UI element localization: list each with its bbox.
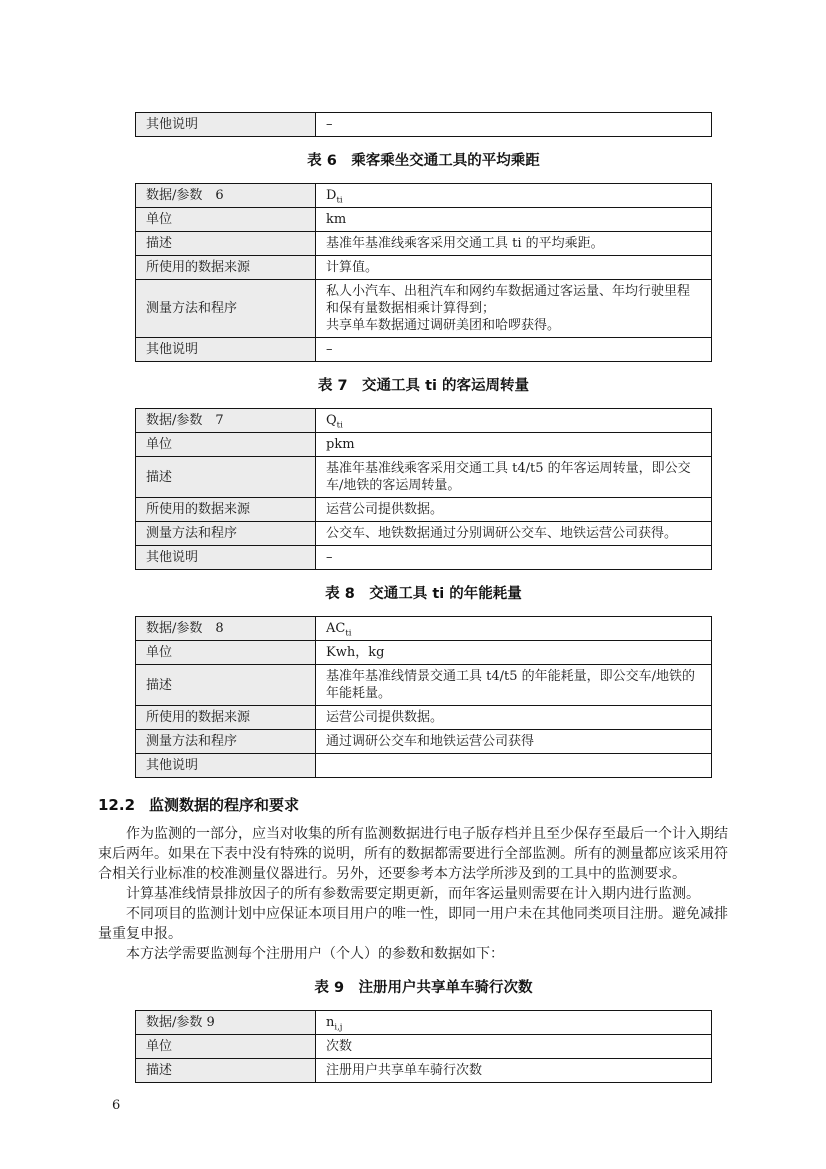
row-value: Kwh，kg [316,641,712,665]
row-label: 其他说明 [136,113,316,137]
table-row [136,498,712,522]
row-label: 描述 [136,1059,316,1083]
table-row [136,546,712,570]
row-label: 其他说明 [136,546,316,570]
table-row [136,113,712,137]
parameter-table-8 [135,616,712,778]
table-row [136,256,712,280]
table-row [136,1059,712,1083]
table-row [136,617,712,641]
row-label: 描述 [136,665,316,706]
table-caption-6: 表 6 乘客乘坐交通工具的平均乘距 [307,153,540,169]
table-caption-7: 表 7 交通工具 ti 的客运周转量 [317,378,530,394]
row-value [316,280,712,338]
row-value [316,1011,712,1035]
row-value [316,184,712,208]
row-value: km [316,208,712,232]
table-row [136,409,712,433]
table-5-remainder [135,112,712,137]
table-row [136,184,712,208]
row-label: 所使用的数据来源 [136,706,316,730]
parameter-table-7 [135,408,712,570]
row-value [316,409,712,433]
row-value: 计算值。 [316,256,712,280]
row-label: 其他说明 [136,338,316,362]
row-value: 通过调研公交车和地铁运营公司获得 [316,730,712,754]
row-value: 运营公司提供数据。 [316,498,712,522]
table-row [136,457,712,498]
row-value: 次数 [316,1035,712,1059]
table-row [136,641,712,665]
row-value: – [316,113,712,137]
parameter-subscript: ti [336,420,343,431]
table-row [136,706,712,730]
row-value: – [316,546,712,570]
value-line: 共享单车数据通过调研美团和哈啰获得。 [326,318,561,333]
table-row [136,1035,712,1059]
paragraph: 作为监测的一部分，应当对收集的所有监测数据进行电子版存档并且至少保存至最后一个计入期结束后两年。如果在下表中没有特殊的说明，所有的数据都需要进行全部监测。所有的测量都应该采用符合相关行业标准的校准测量仪器进行。另外，还要参考本方法学所涉及到的工具中的监测要求。 [98,826,728,882]
row-label: 数据/参数 7 [136,409,316,433]
paragraph: 本方法学需要监测每个注册用户（个人）的参数和数据如下： [126,946,504,962]
row-label: 单位 [136,1035,316,1059]
parameter-symbol: Q [326,413,337,428]
row-value: 运营公司提供数据。 [316,706,712,730]
row-value: 基准年基准线情景交通工具 t4/t5 的年能耗量，即公交车/地铁的年能耗量。 [316,665,712,706]
parameter-symbol: AC [326,621,346,636]
row-value [316,754,712,778]
row-label: 所使用的数据来源 [136,498,316,522]
table-row [136,232,712,256]
row-label: 描述 [136,457,316,498]
parameter-symbol: D [326,188,337,203]
table-row [136,665,712,706]
page-number: 6 [112,1098,121,1113]
table-row [136,522,712,546]
parameter-subscript: ti [336,195,343,206]
row-value [316,617,712,641]
row-label: 单位 [136,641,316,665]
table-row [136,208,712,232]
paragraph: 计算基准线情景排放因子的所有参数需要定期更新，而年客运量则需要在计入期内进行监测。 [126,886,700,902]
table-caption-9: 表 9 注册用户共享单车骑行次数 [314,980,533,996]
table-row [136,1011,712,1035]
table-row [136,433,712,457]
row-value: pkm [316,433,712,457]
row-value: 基准年基准线乘客采用交通工具 t4/t5 的年客运周转量，即公交车/地铁的客运周转量。 [316,457,712,498]
row-value: 注册用户共享单车骑行次数 [316,1059,712,1083]
row-label: 单位 [136,208,316,232]
paragraph: 不同项目的监测计划中应保证本项目用户的唯一性，即同一用户未在其他同类项目注册。避免减排量重复申报。 [98,906,728,942]
table-row [136,338,712,362]
row-label: 描述 [136,232,316,256]
table-caption-8: 表 8 交通工具 ti 的年能耗量 [325,586,522,602]
table-row [136,730,712,754]
row-label: 其他说明 [136,754,316,778]
value-line: 私人小汽车、出租汽车和网约车数据通过客运量、年均行驶里程和保有量数据相乘计算得到； [326,284,691,316]
section-number: 12.2 [98,796,136,814]
section-heading [98,795,728,815]
row-label: 测量方法和程序 [136,522,316,546]
row-label: 数据/参数 9 [136,1011,316,1035]
parameter-subscript: ti [345,628,352,639]
row-value: 基准年基准线乘客采用交通工具 ti 的平均乘距。 [316,232,712,256]
parameter-symbol: n [326,1015,335,1030]
parameter-table-6 [135,183,712,362]
row-label: 数据/参数 8 [136,617,316,641]
row-value: – [316,338,712,362]
row-label: 单位 [136,433,316,457]
parameter-table-9 [135,1010,712,1083]
parameter-subscript: i,j [334,1022,343,1033]
section-title: 监测数据的程序和要求 [149,796,300,814]
row-label: 测量方法和程序 [136,280,316,338]
table-row [136,280,712,338]
row-label: 测量方法和程序 [136,730,316,754]
table-row [136,754,712,778]
row-label: 所使用的数据来源 [136,256,316,280]
row-label: 数据/参数 6 [136,184,316,208]
row-value: 公交车、地铁数据通过分别调研公交车、地铁运营公司获得。 [316,522,712,546]
